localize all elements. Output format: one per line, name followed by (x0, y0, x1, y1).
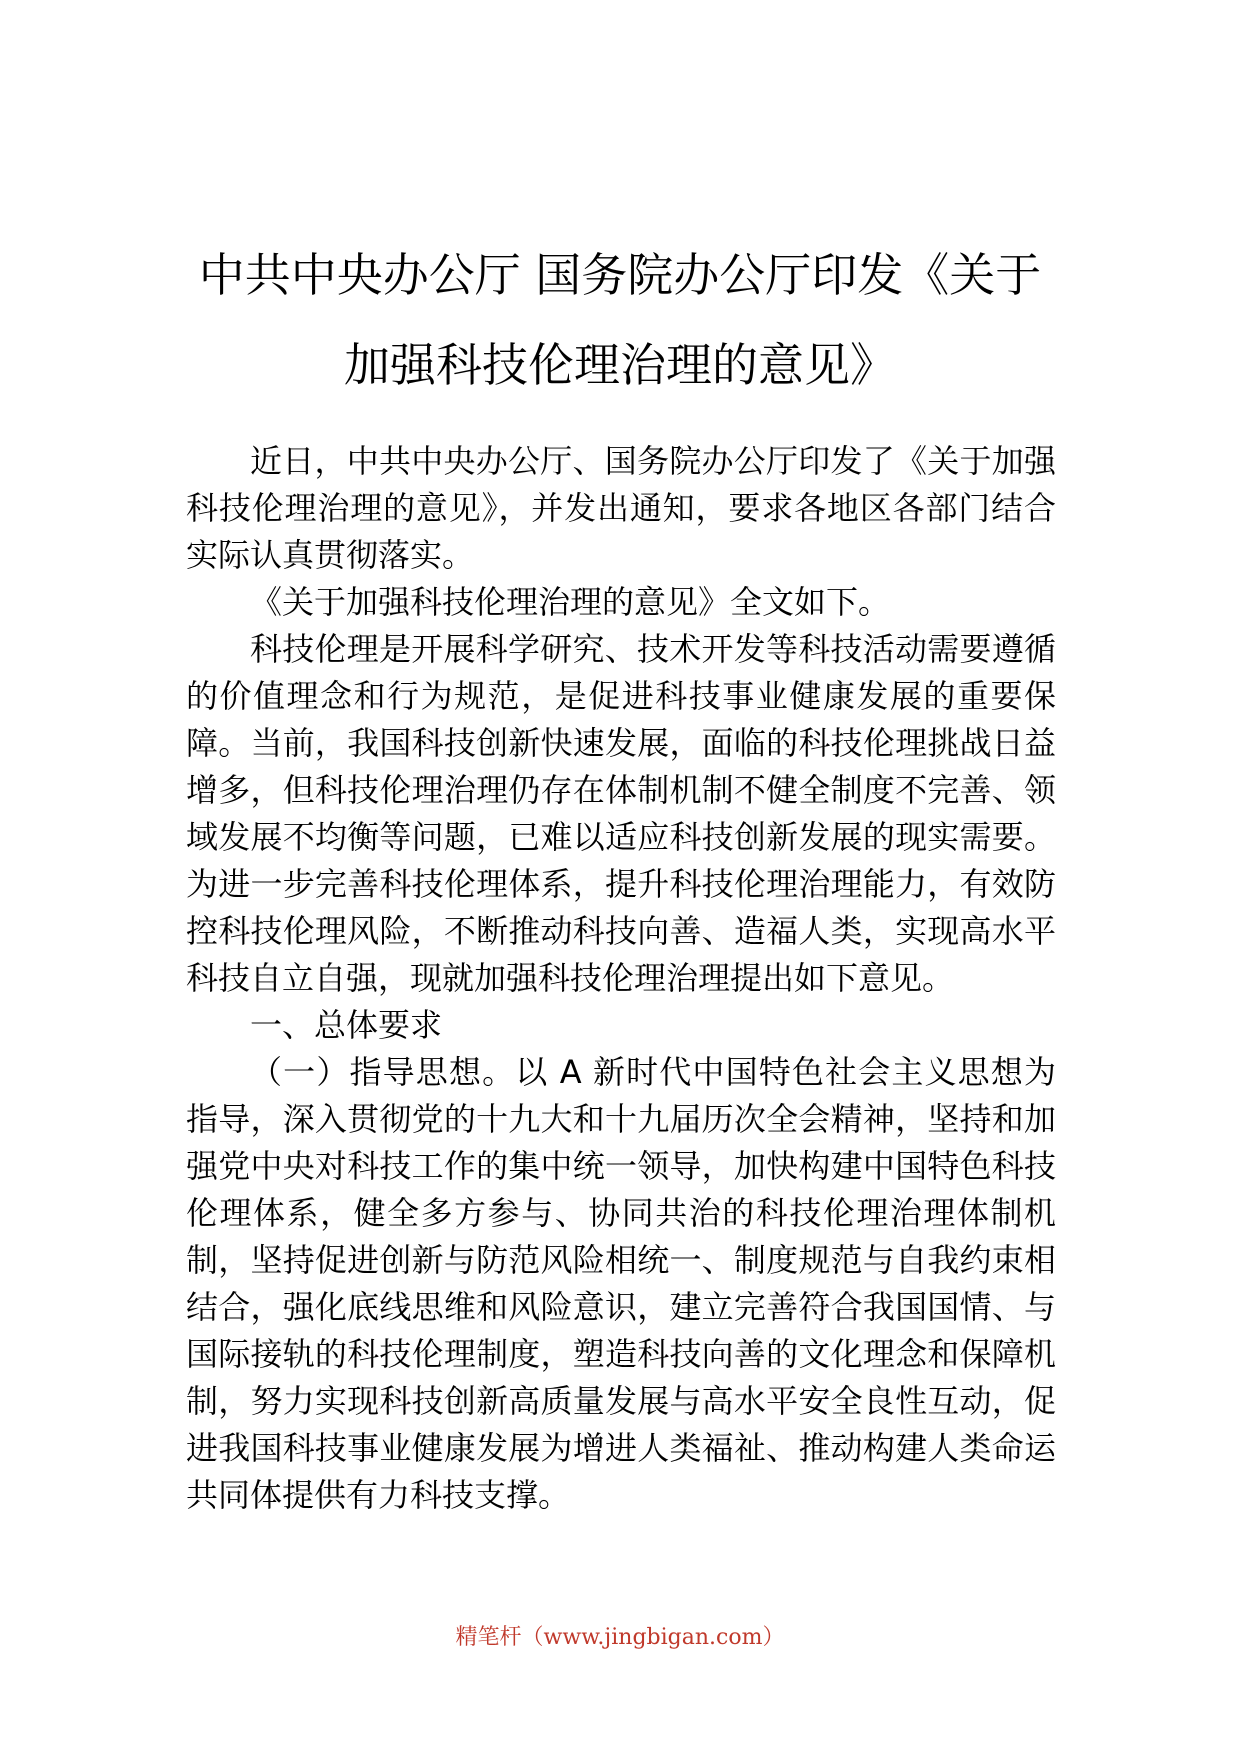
paragraph-fulltext-note: 《关于加强科技伦理治理的意见》全文如下。 (250, 583, 891, 621)
title-line-1: 中共中央办公厅 国务院办公厅印发《关于 (198, 248, 1042, 302)
paragraph-intro: 近日，中共中央办公厅、国务院办公厅印发了《关于加强科技伦理治理的意见》，并发出通知，要求各地区各部门结合实际认真贯彻落实。 (186, 442, 1056, 574)
paragraph-guiding-thought: （一）指导思想。以 A 新时代中国特色社会主义思想为指导，深入贯彻党的十九大和十九届历次全会精神，坚持和加强党中央对科技工作的集中统一领导，加快构建中国特色科技伦理体系，健全多方参与、协同共治的科技伦理治理体制机制，坚持促进创新与防范风险相统一、制度规范与自我约束相结合，强化底线思维和风险意识，建立完善符合我国国情、与国际接轨的科技伦理制度，塑造科技向善的文化理念和保障机制，努力实现科技创新高质量发展与高水平安全良性互动，促进我国科技事业健康发展为增进人类福祉、推动构建人类命运共同体提供有力科技支撑。 (186, 1053, 1056, 1514)
paragraph-background: 科技伦理是开展科学研究、技术开发等科技活动需要遵循的价值理念和行为规范，是促进科技事业健康发展的重要保障。当前，我国科技创新快速发展，面临的科技伦理挑战日益增多，但科技伦理治理仍存在体制机制不健全制度不完善、领域发展不均衡等问题，已难以适应科技创新发展的现实需要。为进一步完善科技伦理体系，提升科技伦理治理能力，有效防控科技伦理风险，不断推动科技向善、造福人类，实现高水平科技自立自强，现就加强科技伦理治理提出如下意见。 (186, 630, 1056, 997)
document-body (186, 438, 1056, 1519)
footer-watermark: 精笔杆（www.jingbigan.com） (455, 1625, 785, 1650)
document-title (150, 230, 1090, 410)
section-heading-general-requirements: 一、总体要求 (250, 1006, 443, 1044)
title-line-2: 加强科技伦理治理的意见》 (344, 338, 896, 392)
